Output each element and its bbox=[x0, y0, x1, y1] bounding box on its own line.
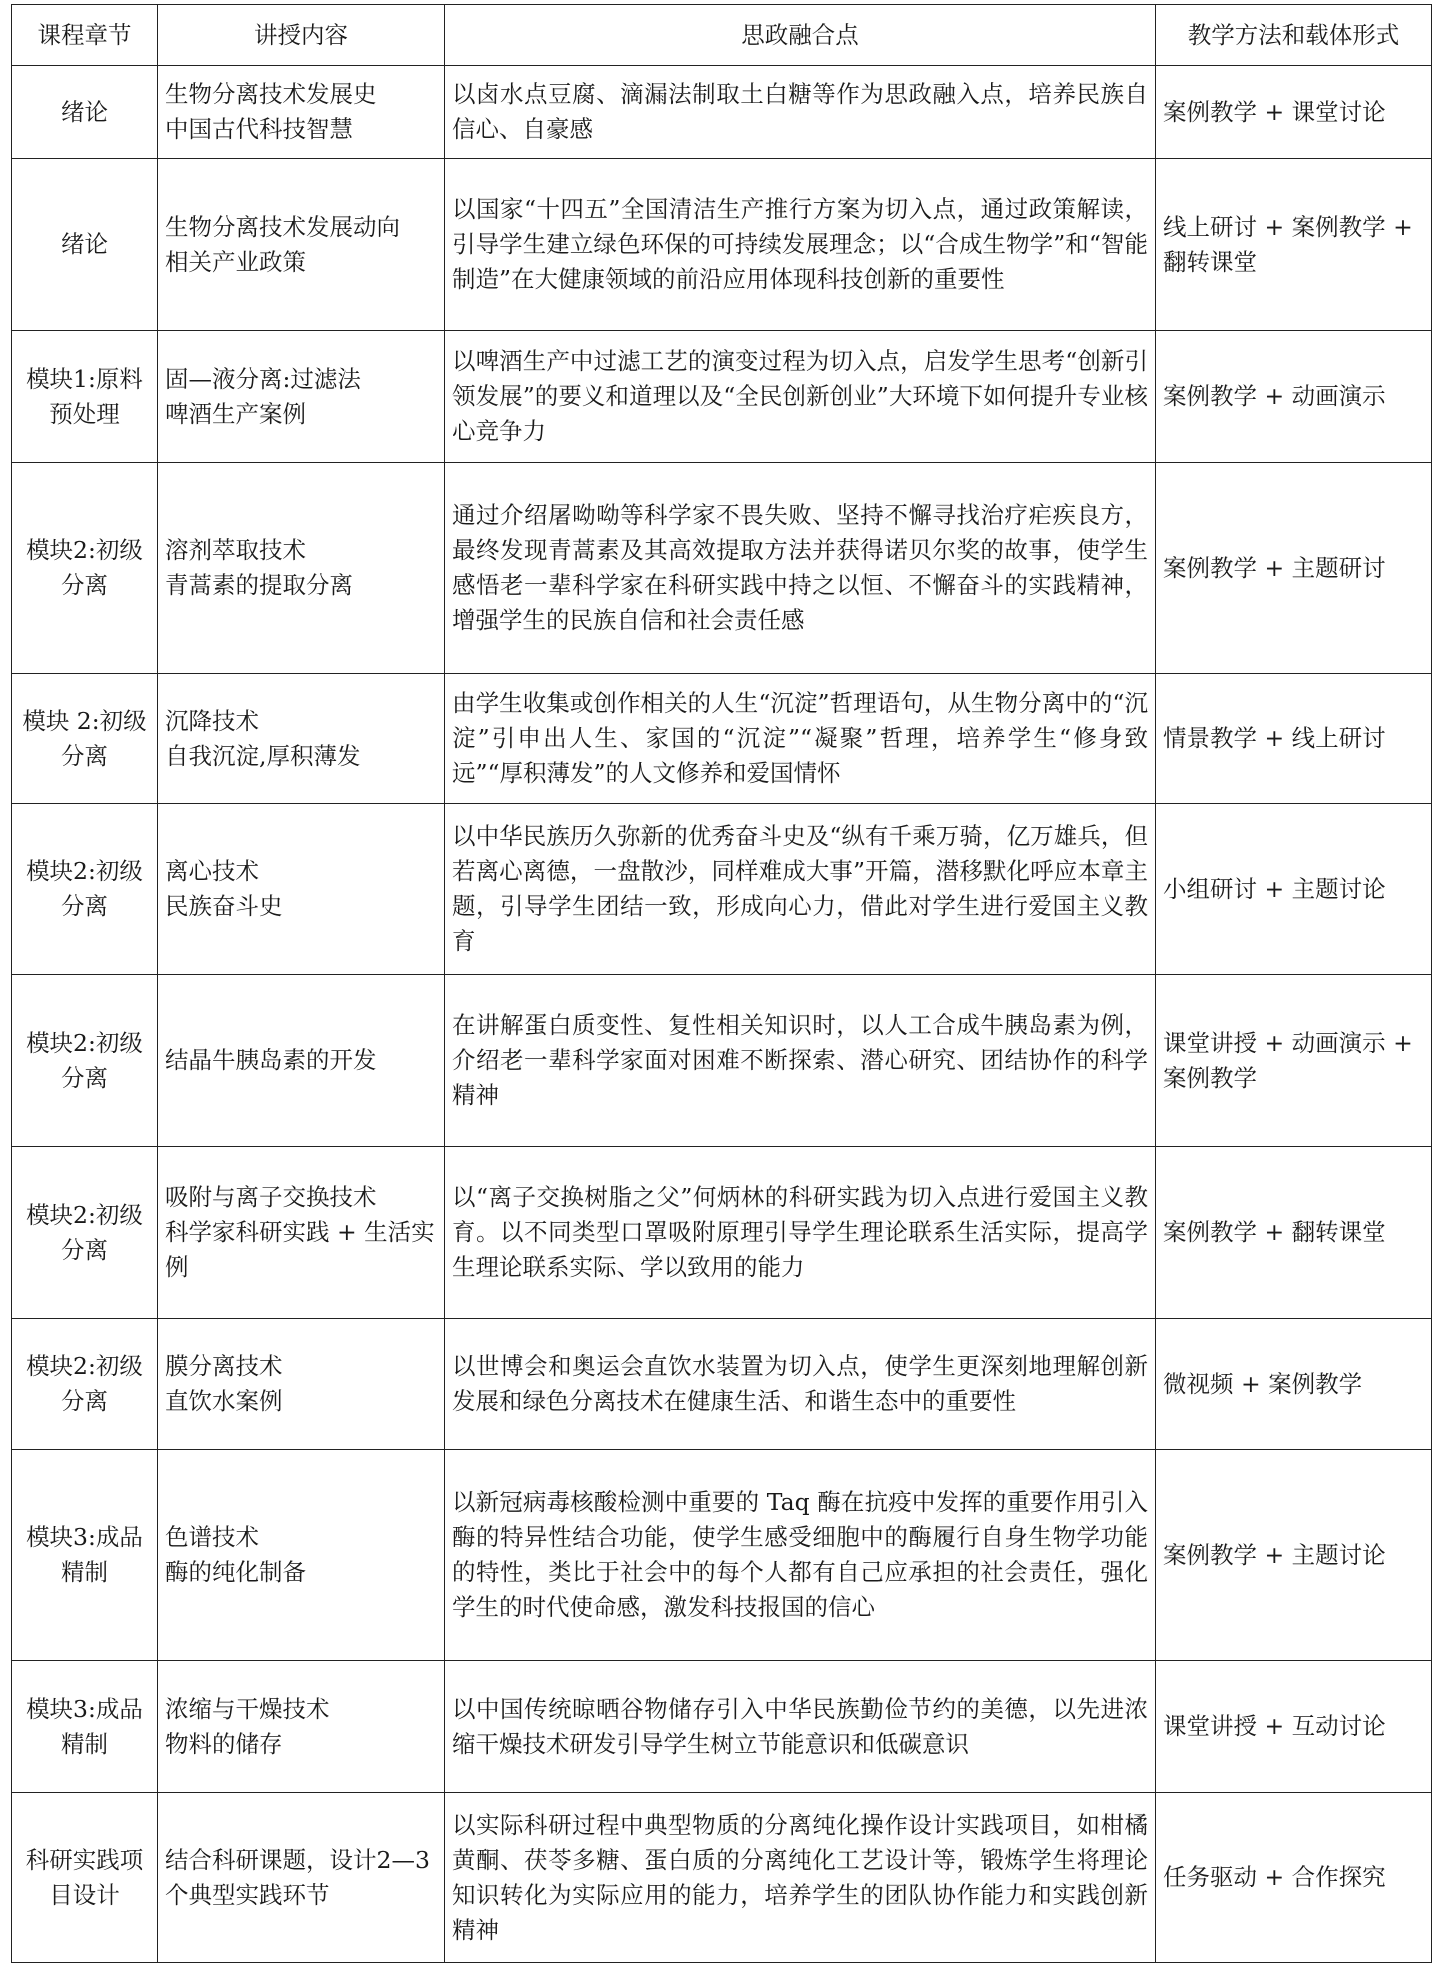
cell-content bbox=[158, 1319, 445, 1450]
cell-chapter: 模块2:初级分离 bbox=[12, 804, 158, 975]
table-row bbox=[12, 463, 1432, 674]
content-line: 膜分离技术 bbox=[165, 1352, 283, 1380]
content-line: 啤酒生产案例 bbox=[165, 399, 306, 428]
table-row bbox=[12, 1319, 1432, 1450]
cell-content bbox=[158, 1793, 445, 1963]
content-line: 沉降技术 bbox=[165, 706, 259, 735]
table-row bbox=[12, 1147, 1432, 1319]
cell-method: 情景教学 + 线上研讨 bbox=[1156, 674, 1432, 804]
content-line: 溶剂萃取技术 bbox=[165, 536, 306, 564]
cell-chapter: 模块1:原料预处理 bbox=[12, 331, 158, 463]
content-line: 民族奋斗史 bbox=[165, 892, 283, 920]
cell-method: 案例教学 + 翻转课堂 bbox=[1156, 1147, 1432, 1319]
content-line: 相关产业政策 bbox=[165, 247, 306, 276]
cell-content bbox=[158, 804, 445, 975]
table-row bbox=[12, 1793, 1432, 1963]
cell-method: 案例教学 + 课堂讨论 bbox=[1156, 66, 1432, 159]
content-line: 物料的储存 bbox=[165, 1729, 283, 1758]
content-line: 色谱技术 bbox=[165, 1523, 259, 1551]
cell-content bbox=[158, 674, 445, 804]
content-line: 中国古代科技智慧 bbox=[165, 115, 353, 143]
content-line: 离心技术 bbox=[165, 857, 259, 885]
cell-method: 任务驱动 + 合作探究 bbox=[1156, 1793, 1432, 1963]
cell-method: 案例教学 + 主题研讨 bbox=[1156, 463, 1432, 674]
header-method: 教学方法和载体形式 bbox=[1156, 5, 1432, 66]
cell-content bbox=[158, 331, 445, 463]
content-line: 吸附与离子交换技术 bbox=[165, 1183, 377, 1211]
content-line: 浓缩与干燥技术 bbox=[165, 1694, 330, 1723]
cell-points: 以啤酒生产中过滤工艺的演变过程为切入点，启发学生思考“创新引领发展”的要义和道理以及“全民创新创业”大环境下如何提升专业核心竞争力 bbox=[445, 331, 1156, 463]
table-row bbox=[12, 1661, 1432, 1793]
content-line: 科学家科研实践 + 生活实例 bbox=[165, 1218, 435, 1281]
content-line: 直饮水案例 bbox=[165, 1387, 283, 1415]
content-line: 生物分离技术发展动向 bbox=[165, 212, 400, 241]
table-row bbox=[12, 674, 1432, 804]
cell-method: 课堂讲授 + 动画演示 + 案例教学 bbox=[1156, 975, 1432, 1147]
cell-content bbox=[158, 975, 445, 1147]
table-row bbox=[12, 1450, 1432, 1661]
cell-points: 在讲解蛋白质变性、复性相关知识时，以人工合成牛胰岛素为例，介绍老一辈科学家面对困难不断探索、潜心研究、团结协作的科学精神 bbox=[445, 975, 1156, 1147]
cell-method: 案例教学 + 主题讨论 bbox=[1156, 1450, 1432, 1661]
cell-points: 以实际科研过程中典型物质的分离纯化操作设计实践项目，如柑橘黄酮、茯苓多糖、蛋白质的分离纯化工艺设计等，锻炼学生将理论知识转化为实际应用的能力，培养学生的团队协作能力和实践创新精神 bbox=[445, 1793, 1156, 1963]
table-row bbox=[12, 975, 1432, 1147]
cell-points: 以国家“十四五”全国清洁生产推行方案为切入点，通过政策解读，引导学生建立绿色环保的可持续发展理念；以“合成生物学”和“智能制造”在大健康领域的前沿应用体现科技创新的重要性 bbox=[445, 159, 1156, 331]
cell-points: 以“离子交换树脂之父”何炳林的科研实践为切入点进行爱国主义教育。以不同类型口罩吸附原理引导学生理论联系生活实际，提高学生理论联系实际、学以致用的能力 bbox=[445, 1147, 1156, 1319]
table-header-row bbox=[12, 5, 1432, 66]
table-row bbox=[12, 804, 1432, 975]
table-row bbox=[12, 331, 1432, 463]
ideology-integration-table bbox=[11, 4, 1432, 1963]
cell-content bbox=[158, 1450, 445, 1661]
cell-content bbox=[158, 1147, 445, 1319]
cell-chapter: 模块3:成品精制 bbox=[12, 1661, 158, 1793]
header-points: 思政融合点 bbox=[445, 5, 1156, 66]
content-line: 固—液分离:过滤法 bbox=[165, 364, 361, 393]
cell-content bbox=[158, 1661, 445, 1793]
header-content: 讲授内容 bbox=[158, 5, 445, 66]
cell-points: 以中华民族历久弥新的优秀奋斗史及“纵有千乘万骑，亿万雄兵，但若离心离德，一盘散沙，同样难成大事”开篇，潜移默化呼应本章主题，引导学生团结一致，形成向心力，借此对学生进行爱国主义教育 bbox=[445, 804, 1156, 975]
header-chapter: 课程章节 bbox=[12, 5, 158, 66]
content-line: 青蒿素的提取分离 bbox=[165, 571, 353, 599]
content-line: 自我沉淀,厚积薄发 bbox=[165, 741, 361, 770]
cell-method: 小组研讨 + 主题讨论 bbox=[1156, 804, 1432, 975]
cell-method: 微视频 + 案例教学 bbox=[1156, 1319, 1432, 1450]
cell-content bbox=[158, 66, 445, 159]
content-line: 结合科研课题，设计2—3 个典型实践环节 bbox=[165, 1845, 430, 1909]
cell-method: 线上研讨 + 案例教学 + 翻转课堂 bbox=[1156, 159, 1432, 331]
table-container bbox=[11, 4, 1432, 1963]
cell-chapter: 绪论 bbox=[12, 66, 158, 159]
cell-method: 案例教学 + 动画演示 bbox=[1156, 331, 1432, 463]
cell-chapter: 模块2:初级分离 bbox=[12, 463, 158, 674]
cell-chapter: 绪论 bbox=[12, 159, 158, 331]
cell-points: 由学生收集或创作相关的人生“沉淀”哲理语句，从生物分离中的“沉淀”引申出人生、家国的“沉淀”“凝聚”哲理，培养学生“修身致远”“厚积薄发”的人文修养和爱国情怀 bbox=[445, 674, 1156, 804]
cell-chapter: 模块 2:初级分离 bbox=[12, 674, 158, 804]
cell-points: 以卤水点豆腐、滴漏法制取土白糖等作为思政融入点，培养民族自信心、自豪感 bbox=[445, 66, 1156, 159]
cell-chapter: 模块3:成品精制 bbox=[12, 1450, 158, 1661]
content-line: 生物分离技术发展史 bbox=[165, 80, 377, 108]
table-row bbox=[12, 66, 1432, 159]
cell-method: 课堂讲授 + 互动讨论 bbox=[1156, 1661, 1432, 1793]
cell-content bbox=[158, 159, 445, 331]
cell-chapter: 模块2:初级分离 bbox=[12, 1147, 158, 1319]
table-row bbox=[12, 159, 1432, 331]
cell-chapter: 科研实践项目设计 bbox=[12, 1793, 158, 1963]
content-line: 酶的纯化制备 bbox=[165, 1558, 306, 1586]
cell-points: 以新冠病毒核酸检测中重要的 Taq 酶在抗疫中发挥的重要作用引入酶的特异性结合功能，使学生感受细胞中的酶履行自身生物学功能的特性，类比于社会中的每个人都有自己应承担的社会责任，强化学生的时代使命感，激发科技报国的信心 bbox=[445, 1450, 1156, 1661]
cell-content bbox=[158, 463, 445, 674]
content-line: 结晶牛胰岛素的开发 bbox=[165, 1046, 377, 1074]
cell-points: 通过介绍屠呦呦等科学家不畏失败、坚持不懈寻找治疗疟疾良方，最终发现青蒿素及其高效提取方法并获得诺贝尔奖的故事，使学生感悟老一辈科学家在科研实践中持之以恒、不懈奋斗的实践精神，增强学生的民族自信和社会责任感 bbox=[445, 463, 1156, 674]
cell-points: 以中国传统晾晒谷物储存引入中华民族勤俭节约的美德，以先进浓缩干燥技术研发引导学生树立节能意识和低碳意识 bbox=[445, 1661, 1156, 1793]
cell-points: 以世博会和奥运会直饮水装置为切入点，使学生更深刻地理解创新发展和绿色分离技术在健康生活、和谐生态中的重要性 bbox=[445, 1319, 1156, 1450]
cell-chapter: 模块2:初级分离 bbox=[12, 1319, 158, 1450]
cell-chapter: 模块2:初级分离 bbox=[12, 975, 158, 1147]
